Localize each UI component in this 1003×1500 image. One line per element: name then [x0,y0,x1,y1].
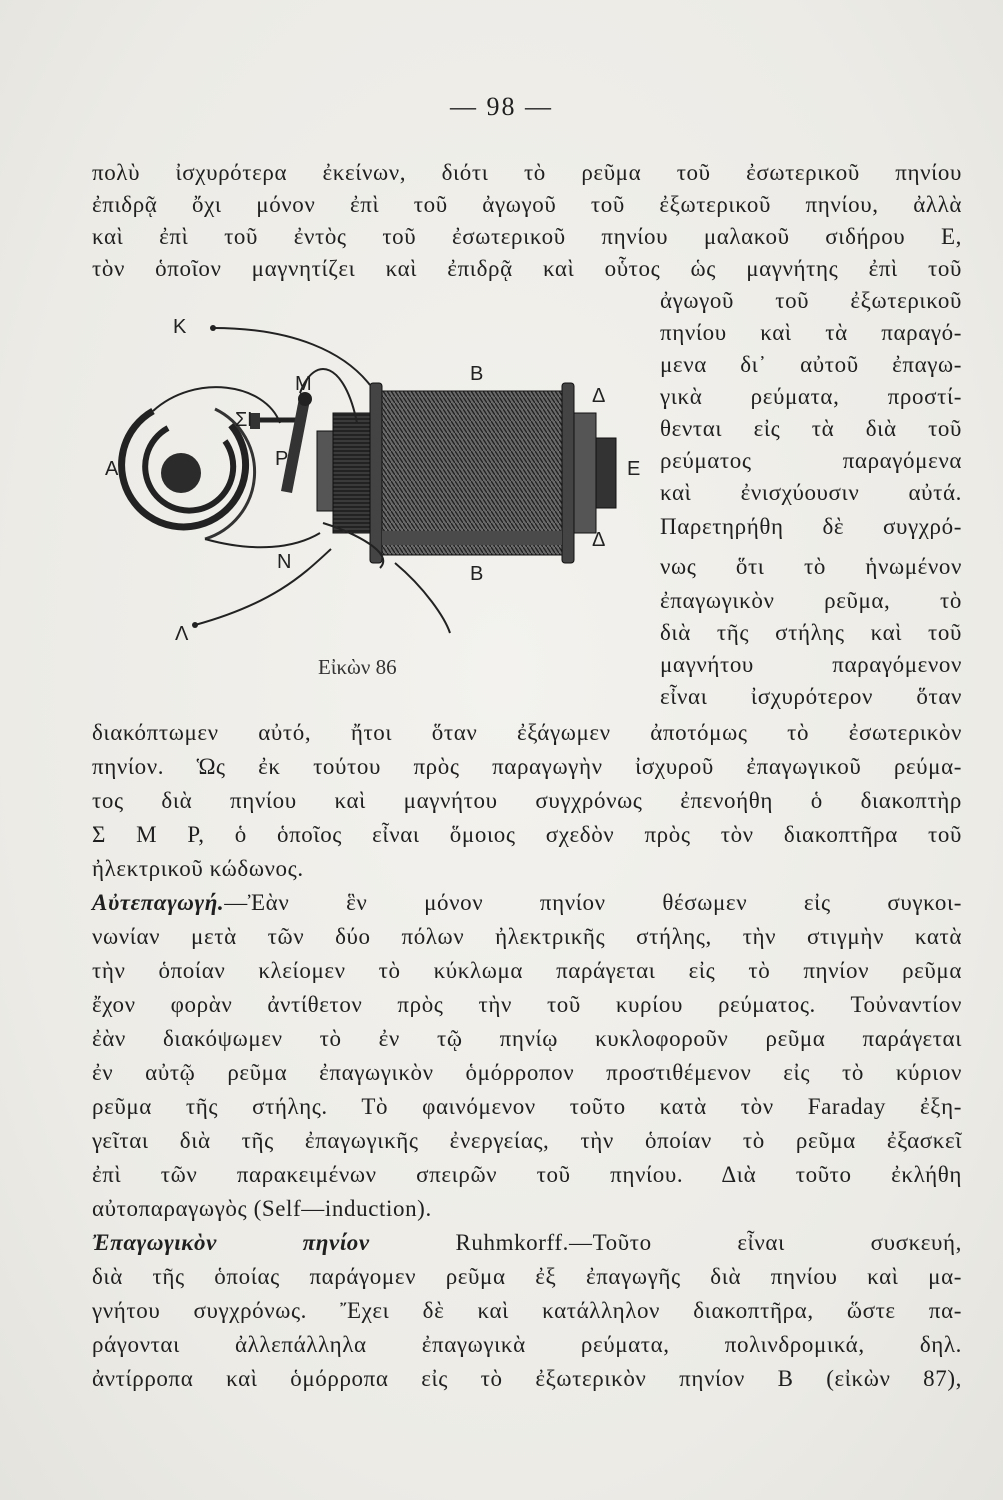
text-line: ἐπὶ τῶν παρακειμένων σπειρῶν τοῦ πηνίου. Διὰ τοῦτο ἐκλήθη [92,1162,962,1187]
label-K: K [173,316,187,338]
text-line: ρεῦμα τῆς στήλης. Τὸ φαινόμενον τοῦτο κατὰ τὸν Faraday ἐξη- [92,1094,962,1119]
text-line: ἐὰν διακόψωμεν τὸ ἐν τῷ πηνίῳ κυκλοφοροῦν ρεῦμα παράγεται [92,1026,962,1051]
text-line: πολὺ ἰσχυρότερα ἐκείνων, διότι τὸ ρεῦμα τοῦ ἐσωτερικοῦ πηνίου [92,160,962,185]
figure-caption: Εἰκὼν 86 [318,655,397,679]
text-line: ἔχον φορὰν ἀντίθετον πρὸς τὴν τοῦ κυρίου ρεύματος. Τοὐναντίον [92,992,962,1017]
text-line-side: μαγνήτου παραγόμενον [660,652,962,677]
text-line: ἀντίρροπα καὶ ὁμόρροπα εἰς τὸ ἐξωτερικὸν πηνίον Β (εἰκὼν 87), [92,1366,962,1391]
text-line: ἐπιδρᾷ ὄχι μόνον ἐπὶ τοῦ ἀγωγοῦ τοῦ ἐξωτερικοῦ πηνίου, ἀλλὰ [92,192,962,217]
text-line: διὰ τῆς ὁποίας παράγομεν ρεῦμα ἐξ ἐπαγωγῆς διὰ πηνίου καὶ μα- [92,1264,962,1289]
label-P: P [275,448,289,470]
label-A: A [105,458,119,480]
label-delta-bottom: Δ [592,529,606,551]
text-line-side: μενα δι᾿ αὐτοῦ ἐπαγω- [660,352,962,377]
text-line: γνήτου συγχρόνως. Ἔχει δὲ καὶ κατάλληλον διακοπτῆρα, ὥστε πα- [92,1298,962,1323]
text-line: τὸν ὁποῖον μαγνητίζει καὶ ἐπιδρᾷ καὶ οὗτος ὡς μαγνήτης ἐπὶ τοῦ [92,256,962,281]
text-line: Σ Μ Ρ, ὁ ὁποῖος εἶναι ὅμοιος σχεδὸν πρὸς τὸν διακοπτῆρα τοῦ [92,822,962,847]
label-N: N [277,551,292,573]
paragraph-line [92,888,962,918]
label-B-top: B [470,363,484,385]
label-E: E [627,458,641,480]
coil-body [317,383,616,563]
text-line-side: εἶναι ἰσχυρότερον ὅταν [660,684,962,709]
text-line: ἐν αὐτῷ ρεῦμα ἐπαγωγικὸν ὁμόρροπον προστιθέμενον εἰς τὸ κύριον [92,1060,962,1085]
text-line: ἠλεκτρικοῦ κώδωνος. [92,856,304,881]
text-line-side: γικὰ ρεύματα, προστί- [660,384,962,409]
page-number: — 98 — [450,92,553,121]
text-line: ράγονται ἀλλεπάλληλα ἐπαγωγικὰ ρεύματα, πολινδρομικά, δηλ. [92,1332,962,1357]
text-line-side: ἐπαγωγικὸν ρεῦμα, τὸ [660,588,962,613]
text-run: Ruhmkorff.—Τοῦτο εἶναι συσκευή, [455,1230,962,1255]
label-lambda: Λ [175,623,189,645]
label-M: M [295,373,312,395]
text-line-side: καὶ ἐνισχύουσιν αὐτά. [660,480,962,505]
text-line: καὶ ἐπὶ τοῦ ἐντὸς τοῦ ἐσωτερικοῦ πηνίου μαλακοῦ σιδήρου Ε, [92,224,962,249]
text-line: γεῖται διὰ τῆς ἐπαγωγικῆς ἐνεργείας, τὴν ὁποίαν τὸ ρεῦμα ἐξασκεῖ [92,1128,962,1153]
section-heading-self-induction: Αὐτεπαγωγή. [92,890,225,915]
label-delta-top: Δ [592,385,606,407]
text-line-side: Παρετηρήθη δὲ συγχρό- [660,514,962,539]
text-line-side: διὰ τῆς στήλης καὶ τοῦ [660,620,962,645]
text-line: τος διὰ πηνίου καὶ μαγνήτου συγχρόνως ἐπενοήθη ὁ διακοπτὴρ [92,788,962,813]
interrupter [250,392,312,493]
text-line: διακόπτωμεν αὐτό, ἤτοι ὅταν ἐξάγωμεν ἀποτόμως τὸ ἐσωτερικὸν [92,720,962,745]
text-line-side: πηνίου καὶ τὰ παραγό- [660,320,962,345]
text-line: τὴν ὁποίαν κλείομεν τὸ κύκλωμα παράγεται εἰς τὸ πηνίον ρεῦμα [92,958,962,983]
text-line: νωνίαν μετὰ τῶν δύο πόλων ἠλεκτρικῆς στήλης, τὴν στιγμὴν κατὰ [92,924,962,949]
text-line: αὐτοπαραγωγὸς (Self—induction). [92,1196,432,1221]
text-line-side: νως ὅτι τὸ ἡνωμένον [660,554,962,579]
label-B-bottom: B [470,563,484,585]
paragraph-line [92,1228,962,1258]
text-run: —Ἐὰν ἓν μόνον πηνίον θέσωμεν εἰς συγκοι- [224,890,962,915]
text-line-side: ρεύματος παραγόμενα [660,448,962,473]
text-line: πηνίον. Ὡς ἐκ τούτου πρὸς παραγωγὴν ἰσχυροῦ ἐπαγωγικοῦ ρεύμα- [92,754,962,779]
label-I: I [247,409,253,431]
text-line-side: ἀγωγοῦ τοῦ ἐξωτερικοῦ [660,288,962,313]
text-line-side: θενται εἰς τὰ διὰ τοῦ [660,416,962,441]
figure-induction-coil [95,313,655,703]
section-heading-ruhmkorff: Ἐπαγωγικὸν πηνίον [92,1230,370,1255]
label-S: Σ [235,409,248,431]
